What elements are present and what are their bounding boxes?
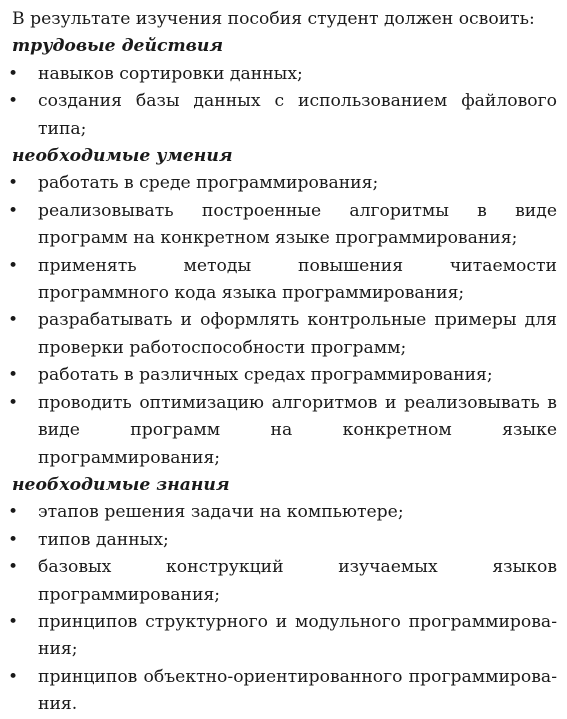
list-item-text: типов данных; bbox=[38, 529, 169, 550]
list-item-text: принципов объектно-ориентированного программирования. bbox=[38, 666, 557, 715]
section-heading-required-skills: необходимые умения bbox=[12, 146, 233, 167]
list-item-text: работать в среде программирования; bbox=[38, 173, 379, 194]
bullet-icon: • bbox=[8, 173, 19, 194]
required-skills-list bbox=[8, 170, 557, 471]
list-item bbox=[8, 362, 557, 389]
section-heading-required-knowledge: необходимые знания bbox=[12, 474, 230, 495]
list-item bbox=[8, 554, 557, 609]
list-item-text: создания базы данных с использованием файлового типа; bbox=[38, 91, 557, 139]
bullet-icon: • bbox=[8, 200, 19, 221]
bullet-icon: • bbox=[8, 666, 19, 687]
list-item-text: реализовывать построенные алгоритмы в виде программ на конкретном языке программирования; bbox=[38, 200, 557, 249]
bullet-icon: • bbox=[8, 529, 19, 550]
bullet-icon: • bbox=[8, 63, 19, 84]
list-item-text: работать в различных средах программирования; bbox=[38, 365, 493, 386]
bullet-icon: • bbox=[8, 365, 19, 386]
section-heading-labor-actions: трудовые действия bbox=[12, 36, 224, 57]
bullet-icon: • bbox=[8, 502, 19, 523]
bullet-icon: • bbox=[8, 255, 19, 276]
intro-text: В результате изучения пособия студент должен освоить: bbox=[12, 9, 535, 29]
list-item bbox=[8, 253, 557, 308]
list-item-text: разрабатывать и оформлять контрольные примеры для проверки работоспособности программ; bbox=[38, 310, 557, 358]
list-item bbox=[8, 609, 557, 664]
bullet-icon: • bbox=[8, 310, 19, 331]
bullet-icon: • bbox=[8, 611, 19, 632]
list-item-text: проводить оптимизацию алгоритмов и реализовывать в виде программ на конкретном языке программирования; bbox=[38, 392, 557, 468]
list-item bbox=[8, 170, 557, 197]
bullet-icon: • bbox=[8, 392, 19, 413]
list-item bbox=[8, 527, 557, 554]
list-item-text: навыков сортировки данных; bbox=[38, 63, 303, 84]
list-item-text: этапов решения задачи на компьютере; bbox=[38, 502, 404, 523]
list-item bbox=[8, 61, 557, 88]
list-item bbox=[8, 390, 557, 472]
list-item bbox=[8, 88, 557, 143]
bullet-icon: • bbox=[8, 91, 19, 112]
list-item bbox=[8, 664, 557, 719]
list-item-text: применять методы повышения читаемости программного кода языка программирования; bbox=[38, 255, 557, 304]
list-item bbox=[8, 307, 557, 362]
list-item bbox=[8, 198, 557, 253]
list-item bbox=[8, 499, 557, 526]
labor-actions-list bbox=[8, 61, 557, 143]
list-item-text: базовых конструкций изучаемых языков программирования; bbox=[38, 557, 557, 605]
bullet-icon: • bbox=[8, 557, 19, 578]
list-item-text: принципов структурного и модульного программирования; bbox=[38, 611, 557, 660]
required-knowledge-list bbox=[8, 499, 557, 718]
